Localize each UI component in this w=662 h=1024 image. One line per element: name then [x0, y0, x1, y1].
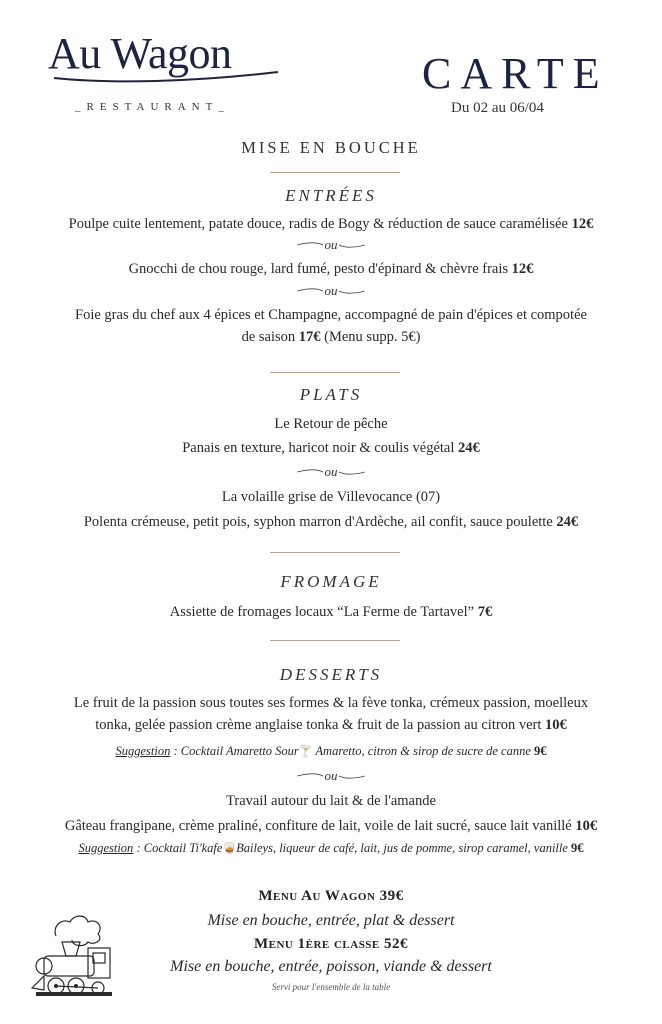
- logo-name: Au Wagon: [48, 29, 232, 78]
- ou-separator-icon: [297, 465, 365, 479]
- section-title-desserts: DESSERTS: [279, 665, 383, 684]
- entree-item-3: Foie gras du chef aux 4 épices et Champagne, accompagné de pain d'épices et compotée de saison 17€ (Menu supp. 5€): [75, 307, 587, 345]
- section-divider: [270, 172, 400, 173]
- whisky-glass-icon: 🥃: [222, 843, 237, 855]
- dessert-item-2-name: Travail autour du lait & de l'amande: [226, 793, 436, 809]
- menu-au-wagon-desc: Mise en bouche, entrée, plat & dessert: [207, 912, 455, 929]
- dessert-item-1: Le fruit de la passion sous toutes ses formes & la fève tonka, crémeux passion, moelleux tonka, gelée passion crème anglaise tonka & fruit de la passion au citron vert 10€: [73, 695, 589, 733]
- fromage-item: Assiette de fromages locaux “La Ferme de Tartavel” 7€: [169, 604, 493, 620]
- menu-premiere-classe-title: Menu 1ère classe 52€: [253, 936, 409, 952]
- dessert-item-2-desc: Gâteau frangipane, crème praliné, confiture de lait, voile de lait sucré, sauce lait vanillé 10€: [64, 818, 598, 834]
- logo-swoosh-icon: [52, 68, 282, 84]
- plat-item-2-desc: Polenta crémeuse, petit pois, syphon marron d'Ardèche, ail confit, sauce poulette 24€: [83, 514, 579, 530]
- section-divider: [270, 640, 400, 641]
- section-title-fromage: FROMAGE: [280, 572, 382, 591]
- plat-item-1-name: Le Retour de pêche: [274, 416, 388, 432]
- dessert-suggestion-2: Suggestion : Cocktail Ti'kafe🥃Baileys, liqueur de café, lait, jus de pomme, sirop caramel, vanille 9€: [78, 841, 584, 855]
- section-title-plats: PLATS: [299, 385, 363, 404]
- plat-item-1-desc: Panais en texture, haricot noir & coulis végétal 24€: [182, 440, 480, 456]
- entree-item-2: Gnocchi de chou rouge, lard fumé, pesto d'épinard & chèvre frais 12€: [128, 261, 534, 277]
- menu-premiere-classe-desc: Mise en bouche, entrée, poisson, viande & dessert: [170, 958, 492, 975]
- section-title-entrees: ENTRÉES: [285, 186, 377, 205]
- svg-text:ou: ou: [324, 769, 338, 783]
- svg-text:ou: ou: [324, 465, 338, 479]
- menu-au-wagon-title: Menu Au Wagon 39€: [258, 888, 404, 904]
- page-title: CARTE: [422, 49, 609, 98]
- svg-text:ou: ou: [324, 284, 338, 298]
- entree-item-1: Poulpe cuite lentement, patate douce, radis de Bogy & réduction de sauce caramélisée 12€: [68, 216, 594, 232]
- menu-dates: Du 02 au 06/04: [451, 100, 544, 116]
- cocktail-glass-icon: 🍸: [298, 746, 313, 758]
- logo-subtitle: _RESTAURANT_: [75, 101, 230, 113]
- section-divider: [270, 372, 400, 373]
- ou-separator-icon: [297, 238, 365, 252]
- dessert-suggestion-1: Suggestion : Cocktail Amaretto Sour🍸 Amaretto, citron & sirop de sucre de canne 9€: [115, 744, 547, 758]
- section-divider: [270, 552, 400, 553]
- ou-separator-icon: [297, 769, 365, 783]
- served-note: Servi pour l'ensemble de la table: [271, 982, 391, 992]
- steam-train-icon: [22, 912, 120, 1004]
- section-title-mise-en-bouche: MISE EN BOUCHE: [241, 138, 421, 157]
- ou-separator-icon: [297, 284, 365, 298]
- svg-text:ou: ou: [324, 238, 338, 252]
- plat-item-2-name: La volaille grise de Villevocance (07): [221, 489, 441, 505]
